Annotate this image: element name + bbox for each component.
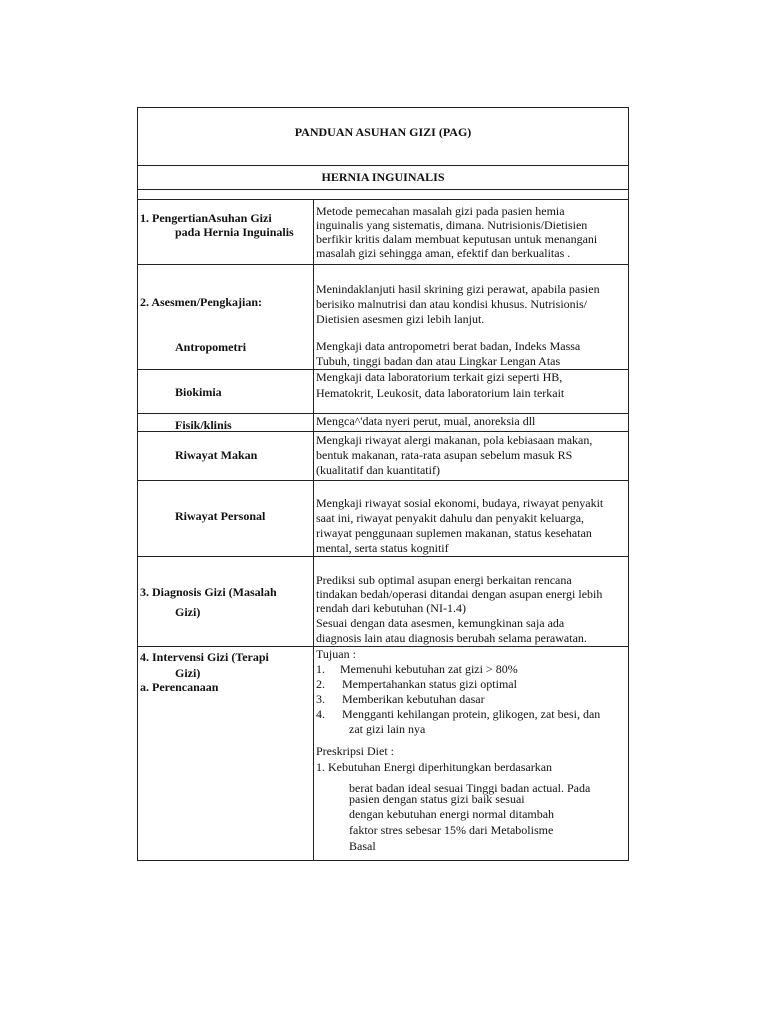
tujuan-item: Mengganti kehilangan protein, glikogen, zat besi, dan xyxy=(342,707,601,721)
diagnosis-label: Gizi) xyxy=(175,605,201,619)
tujuan-item-continuation: zat gizi lain nya xyxy=(349,722,426,736)
antropometri-text: Mengkaji data antropometri berat badan, Indeks Massa xyxy=(316,339,581,353)
biokimia-label: Biokimia xyxy=(175,385,222,399)
fisik-label: Fisik/klinis xyxy=(175,418,232,432)
pengertian-text: berfikir kritis dalam membuat keputusan untuk menangani xyxy=(316,232,598,246)
antropometri-text: Tubuh, tinggi badan dan atau Lingkar Lengan Atas xyxy=(316,354,561,368)
riwayat-makan-text: bentuk makanan, rata-rata asupan sebelum masuk RS xyxy=(316,448,573,462)
rule xyxy=(137,646,629,647)
asesmen-label: 2. Asesmen/Pengkajian: xyxy=(140,295,263,309)
tujuan-item: Mempertahankan status gizi optimal xyxy=(342,677,517,691)
diagnosis-text: diagnosis lain atau diagnosis berubah selama perawatan. xyxy=(316,631,587,645)
riwayat-personal-text: mental, serta status kognitif xyxy=(316,541,449,555)
riwayat-personal-text: saat ini, riwayat penyakit dahulu dan penyakit keluarga, xyxy=(316,511,585,525)
rule xyxy=(137,165,629,166)
perencanaan-label: a. Perencanaan xyxy=(140,680,219,694)
tujuan-item: Memberikan kebutuhan dasar xyxy=(342,692,485,706)
preskripsi-title: Preskripsi Diet : xyxy=(316,744,394,758)
preskripsi-text: pasien dengan status gizi baik sesuai xyxy=(349,792,525,806)
tujuan-number: 4. xyxy=(316,707,325,721)
pengertian-text: inguinalis yang sistematis, dimana. Nutrisionis/Dietisien xyxy=(316,218,588,232)
riwayat-makan-text: (kualitatif dan kuantitatif) xyxy=(316,463,440,477)
document-subtitle: HERNIA INGUINALIS xyxy=(321,170,445,184)
diagnosis-text: Prediksi sub optimal asupan energi berkaitan rencana xyxy=(316,573,572,587)
preskripsi-text: berat badan ideal sesuai Tinggi badan actual. Pada xyxy=(349,781,591,795)
pengertian-text: masalah gizi sehingga aman, efektif dan berkualitas . xyxy=(316,246,571,260)
rule xyxy=(137,199,629,200)
rule xyxy=(137,189,629,190)
riwayat-personal-label: Riwayat Personal xyxy=(175,509,266,523)
diagnosis-text: Sesuai dengan data asesmen, kemungkinan saja ada xyxy=(316,616,565,630)
diagnosis-label: 3. Diagnosis Gizi (Masalah xyxy=(140,585,277,599)
pengertian-label: 1. PengertianAsuhan Gizi xyxy=(140,211,272,225)
tujuan-title: Tujuan : xyxy=(316,647,356,661)
rule xyxy=(137,264,629,265)
pengertian-text: Metode pemecahan masalah gizi pada pasien hemia xyxy=(316,204,565,218)
rule xyxy=(137,480,629,481)
asesmen-text: Dietisien asesmen gizi lebih lanjut. xyxy=(316,312,485,326)
intervensi-label: Gizi) xyxy=(175,666,201,680)
asesmen-text: berisiko malnutrisi dan atau kondisi khusus. Nutrisionis/ xyxy=(316,297,587,311)
diagnosis-text: tindakan bedah/operasi ditandai dengan asupan energi lebih xyxy=(316,587,603,601)
tujuan-number: 1. xyxy=(316,662,325,676)
preskripsi-item: 1. Kebutuhan Energi diperhitungkan berdasarkan xyxy=(316,760,553,774)
asesmen-text: Menindaklanjuti hasil skrining gizi perawat, apabila pasien xyxy=(316,282,600,296)
tujuan-number: 2. xyxy=(316,677,325,691)
tujuan-number: 3. xyxy=(316,692,325,706)
intervensi-label: 4. Intervensi Gizi (Terapi xyxy=(140,650,269,664)
rule xyxy=(137,556,629,557)
document-title: PANDUAN ASUHAN GIZI (PAG) xyxy=(294,125,472,139)
riwayat-personal-text: riwayat penggunaan suplemen makanan, status kesehatan xyxy=(316,526,592,540)
preskripsi-text: dengan kebutuhan energi normal ditambah xyxy=(349,807,555,821)
riwayat-makan-text: Mengkaji riwayat alergi makanan, pola kebiasaan makan, xyxy=(316,433,593,447)
riwayat-personal-text: Mengkaji riwayat sosial ekonomi, budaya, riwayat penyakit xyxy=(316,496,604,510)
biokimia-text: Hematokrit, Leukosit, data laboratorium lain terkait xyxy=(316,386,565,400)
preskripsi-text: faktor stres sebesar 15% dari Metabolisme xyxy=(349,823,554,837)
column-divider xyxy=(313,199,314,861)
tujuan-item: Memenuhi kebutuhan zat gizi > 80% xyxy=(340,662,518,676)
pengertian-label: pada Hernia Inguinalis xyxy=(175,225,294,239)
diagnosis-text: rendah dari kebutuhan (NI-1.4) xyxy=(316,601,466,615)
fisik-text: Mengca^'data nyeri perut, mual, anoreksia dll xyxy=(316,414,536,428)
biokimia-text: Mengkaji data laboratorium terkait gizi seperti HB, xyxy=(316,370,563,384)
antropometri-label: Antropometri xyxy=(175,340,247,354)
riwayat-makan-label: Riwayat Makan xyxy=(175,448,258,462)
preskripsi-text: Basal xyxy=(349,839,376,853)
